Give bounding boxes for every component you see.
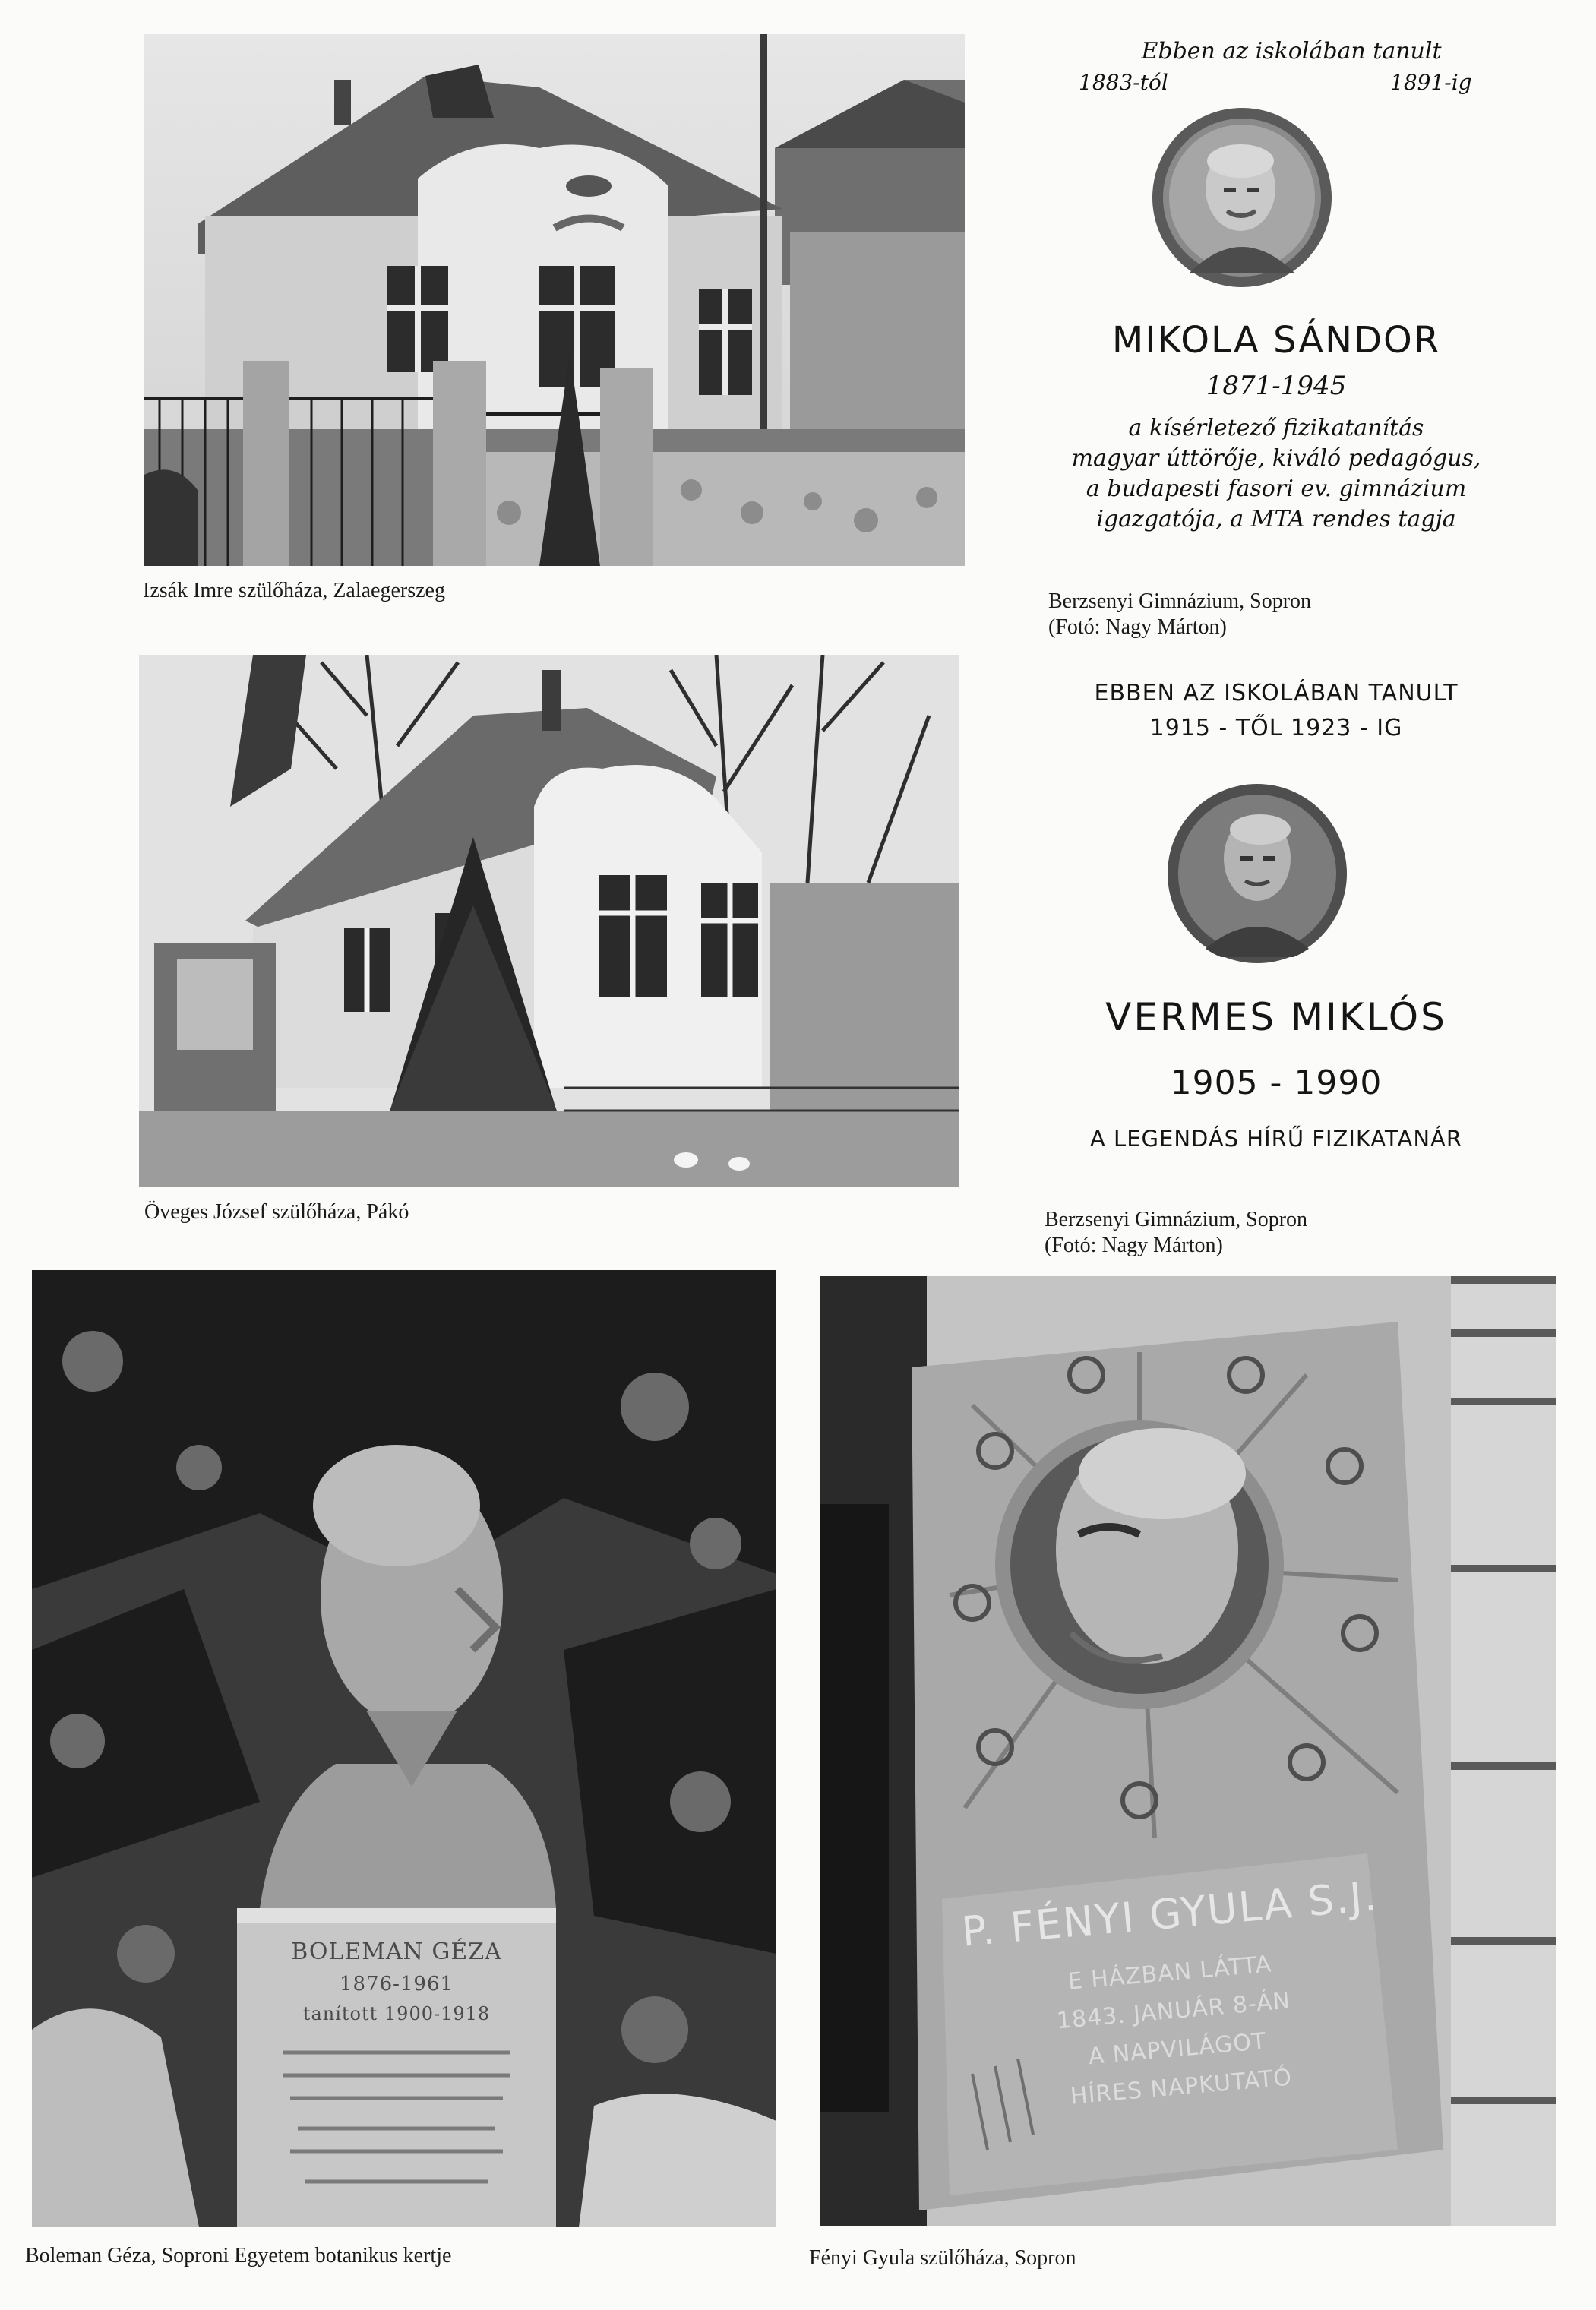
vermes-name: VERMES MIKLÓS xyxy=(1105,995,1447,1039)
vermes-plaque xyxy=(1041,680,1512,756)
vermes-subtitle: A LEGENDÁS HÍRŰ FIZIKATANÁR xyxy=(1090,1126,1462,1152)
izsak-house-photo xyxy=(144,34,965,566)
vermes-medallion xyxy=(1166,782,1348,965)
boleman-bust-photo xyxy=(32,1270,776,2227)
caption-berzsenyi-1-line2: (Fotó: Nagy Márton) xyxy=(1048,615,1227,639)
vermes-top-line2: 1915 - TŐL 1923 - IG xyxy=(1149,715,1403,741)
oveges-house-photo xyxy=(139,655,959,1187)
fenyi-plaque-name: P. FÉNYI GYULA S.J. xyxy=(959,1872,1380,1956)
fenyi-plaque-line4: HÍRES NAPKUTATÓ xyxy=(1069,2064,1294,2110)
caption-izsak: Izsák Imre szülőháza, Zalaegerszeg xyxy=(143,579,445,602)
vermes-years: 1905 - 1990 xyxy=(1170,1063,1383,1102)
fenyi-plaque-line3: A NAPVILÁGOT xyxy=(1087,2027,1268,2071)
caption-berzsenyi-2-line2: (Fotó: Nagy Márton) xyxy=(1045,1234,1223,1257)
mikola-to: 1891-ig xyxy=(1390,70,1472,95)
caption-berzsenyi-2-line1: Berzsenyi Gimnázium, Sopron xyxy=(1045,1208,1308,1231)
fenyi-plaque-line1: E HÁZBAN LÁTTA xyxy=(1067,1951,1273,1996)
mikola-line1: a kísérletező fizikatanítás xyxy=(1128,415,1424,441)
caption-berzsenyi-1-line1: Berzsenyi Gimnázium, Sopron xyxy=(1048,589,1312,613)
boleman-monument-years: 1876-1961 xyxy=(339,1973,454,1996)
caption-fenyi: Fényi Gyula szülőháza, Sopron xyxy=(809,2246,1076,2270)
mikola-medallion xyxy=(1151,106,1333,289)
mikola-line3: a budapesti fasori ev. gimnázium xyxy=(1086,476,1467,502)
vermes-top-line1: EBBEN AZ ISKOLÁBAN TANULT xyxy=(1094,680,1459,706)
boleman-monument-taught: tanított 1900-1918 xyxy=(302,2003,491,2024)
mikola-top-line: Ebben az iskolában tanult xyxy=(1141,38,1442,65)
caption-boleman: Boleman Géza, Soproni Egyetem botanikus kertje xyxy=(25,2244,452,2267)
vermes-text-block xyxy=(1041,995,1512,1170)
mikola-line4: igazgatója, a MTA rendes tagja xyxy=(1096,506,1456,532)
mikola-name: MIKOLA SÁNDOR xyxy=(1111,319,1441,362)
caption-oveges: Öveges József szülőháza, Pákó xyxy=(144,1200,409,1224)
mikola-from: 1883-tól xyxy=(1079,70,1168,95)
mikola-text-block xyxy=(1033,319,1519,562)
boleman-monument-name: BOLEMAN GÉZA xyxy=(291,1939,502,1965)
mikola-years: 1871-1945 xyxy=(1206,371,1347,401)
mikola-line2: magyar úttörője, kiváló pedagógus, xyxy=(1071,445,1481,472)
fenyi-plaque-line2: 1843. JANUÁR 8-ÁN xyxy=(1055,1987,1292,2035)
fenyi-plaque-photo xyxy=(820,1276,1556,2226)
